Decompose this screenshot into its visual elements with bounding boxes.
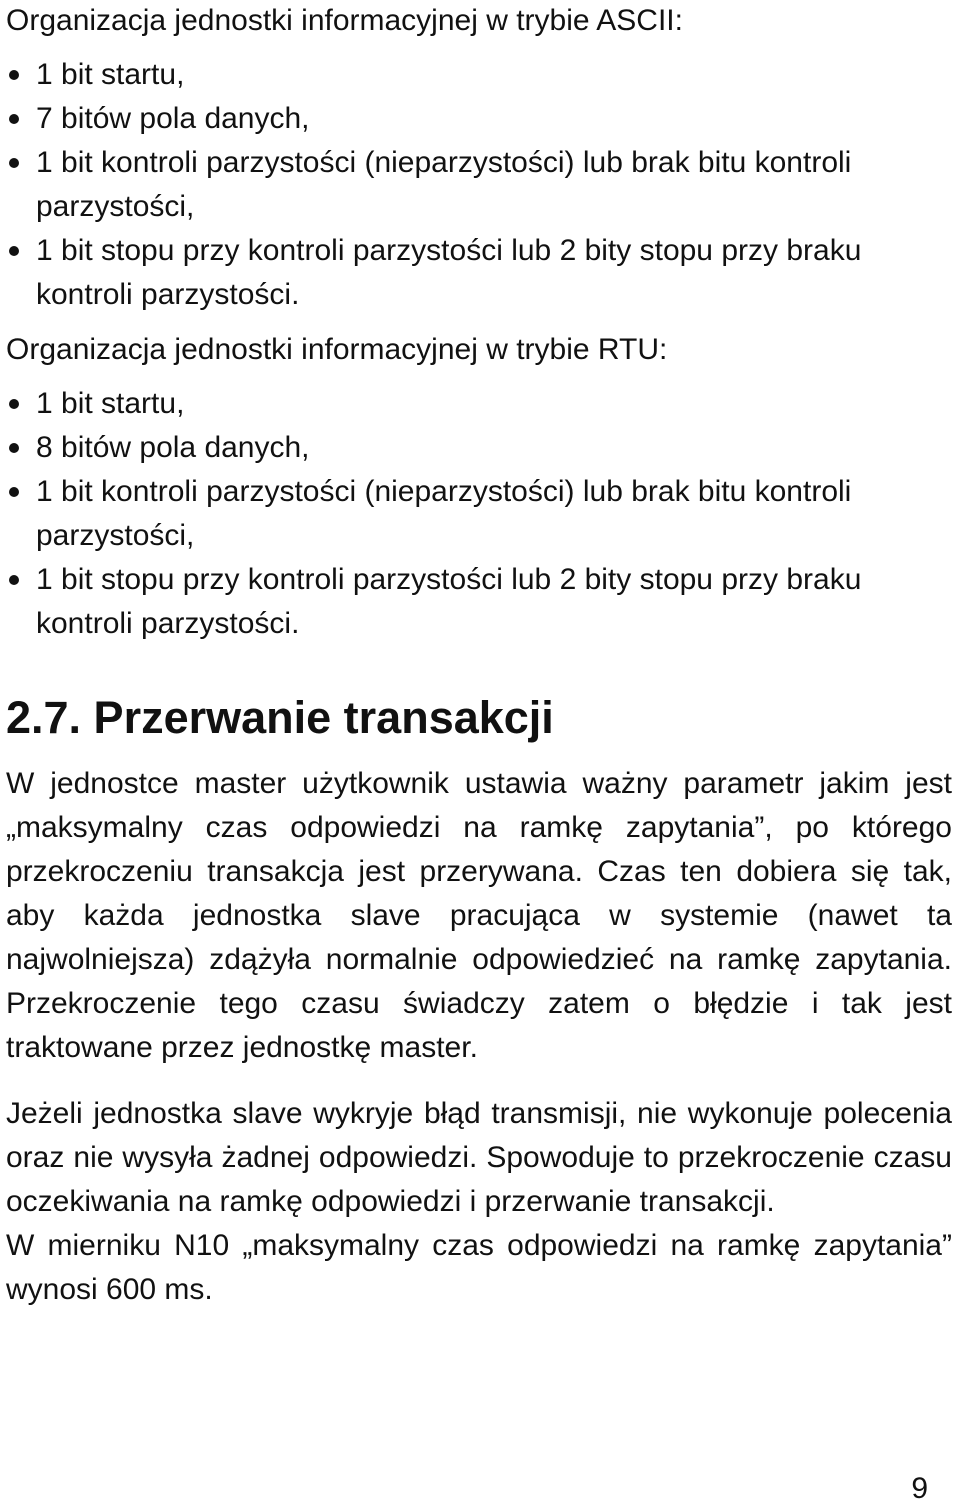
list-item-text: 1 bit startu, — [36, 387, 185, 420]
list-item — [6, 470, 952, 558]
list-item-text: 1 bit stopu przy kontroli parzystości lub 2 bity stopu przy braku kontroli parzystości. — [36, 563, 862, 640]
list-item — [6, 558, 952, 646]
paragraph: Jeżeli jednostka slave wykryje błąd transmisji, nie wykonuje polecenia oraz nie wysyła żadnej odpowiedzi. Spowoduje to przekroczenie czasu oczekiwania na ramkę odpowiedzi i przerwanie transakcji. — [6, 1097, 952, 1218]
list-item — [6, 382, 952, 426]
list-item-text: 8 bitów pola danych, — [36, 431, 310, 464]
rtu-heading: Organizacja jednostki informacyjnej w trybie RTU: — [6, 333, 668, 366]
bullet-icon — [9, 575, 19, 585]
section-title: 2.7. Przerwanie transakcji — [6, 692, 554, 743]
bullet-icon — [9, 246, 19, 256]
list-item — [6, 426, 952, 470]
rtu-bullet-list — [6, 382, 952, 646]
list-item-text: 1 bit stopu przy kontroli parzystości lub 2 bity stopu przy braku kontroli parzystości. — [36, 234, 862, 311]
list-item-text: 1 bit startu, — [36, 58, 185, 91]
list-item — [6, 53, 952, 97]
ascii-bullet-list — [6, 53, 952, 317]
list-item — [6, 97, 952, 141]
ascii-heading: Organizacja jednostki informacyjnej w trybie ASCII: — [6, 4, 683, 37]
bullet-icon — [9, 114, 19, 124]
document-page — [6, 0, 952, 1312]
page-number: 9 — [911, 1472, 928, 1505]
paragraph: W jednostce master użytkownik ustawia ważny parametr jakim jest „maksymalny czas odpowiedzi na ramkę zapytania”, po którego przekroczeniu transakcja jest przerywana. Czas ten dobiera się tak, aby każda jednostka slave pracująca w systemie (nawet ta najwolniejsza) zdążyła normalnie odpowiedzieć na ramkę zapytania. Przekroczenie tego czasu świadczy zatem o błędzie i tak jest traktowane przez jednostkę master. — [6, 767, 952, 1064]
bullet-icon — [9, 487, 19, 497]
bullet-icon — [9, 443, 19, 453]
list-item-text: 1 bit kontroli parzystości (nieparzystości) lub brak bitu kontroli parzystości, — [36, 475, 852, 552]
bullet-icon — [9, 158, 19, 168]
list-item — [6, 229, 952, 317]
list-item-text: 7 bitów pola danych, — [36, 102, 310, 135]
bullet-icon — [9, 399, 19, 409]
paragraph: W mierniku N10 „maksymalny czas odpowiedzi na ramkę zapytania” wynosi 600 ms. — [6, 1229, 952, 1306]
bullet-icon — [9, 70, 19, 80]
list-item — [6, 141, 952, 229]
list-item-text: 1 bit kontroli parzystości (nieparzystości) lub brak bitu kontroli parzystości, — [36, 146, 852, 223]
